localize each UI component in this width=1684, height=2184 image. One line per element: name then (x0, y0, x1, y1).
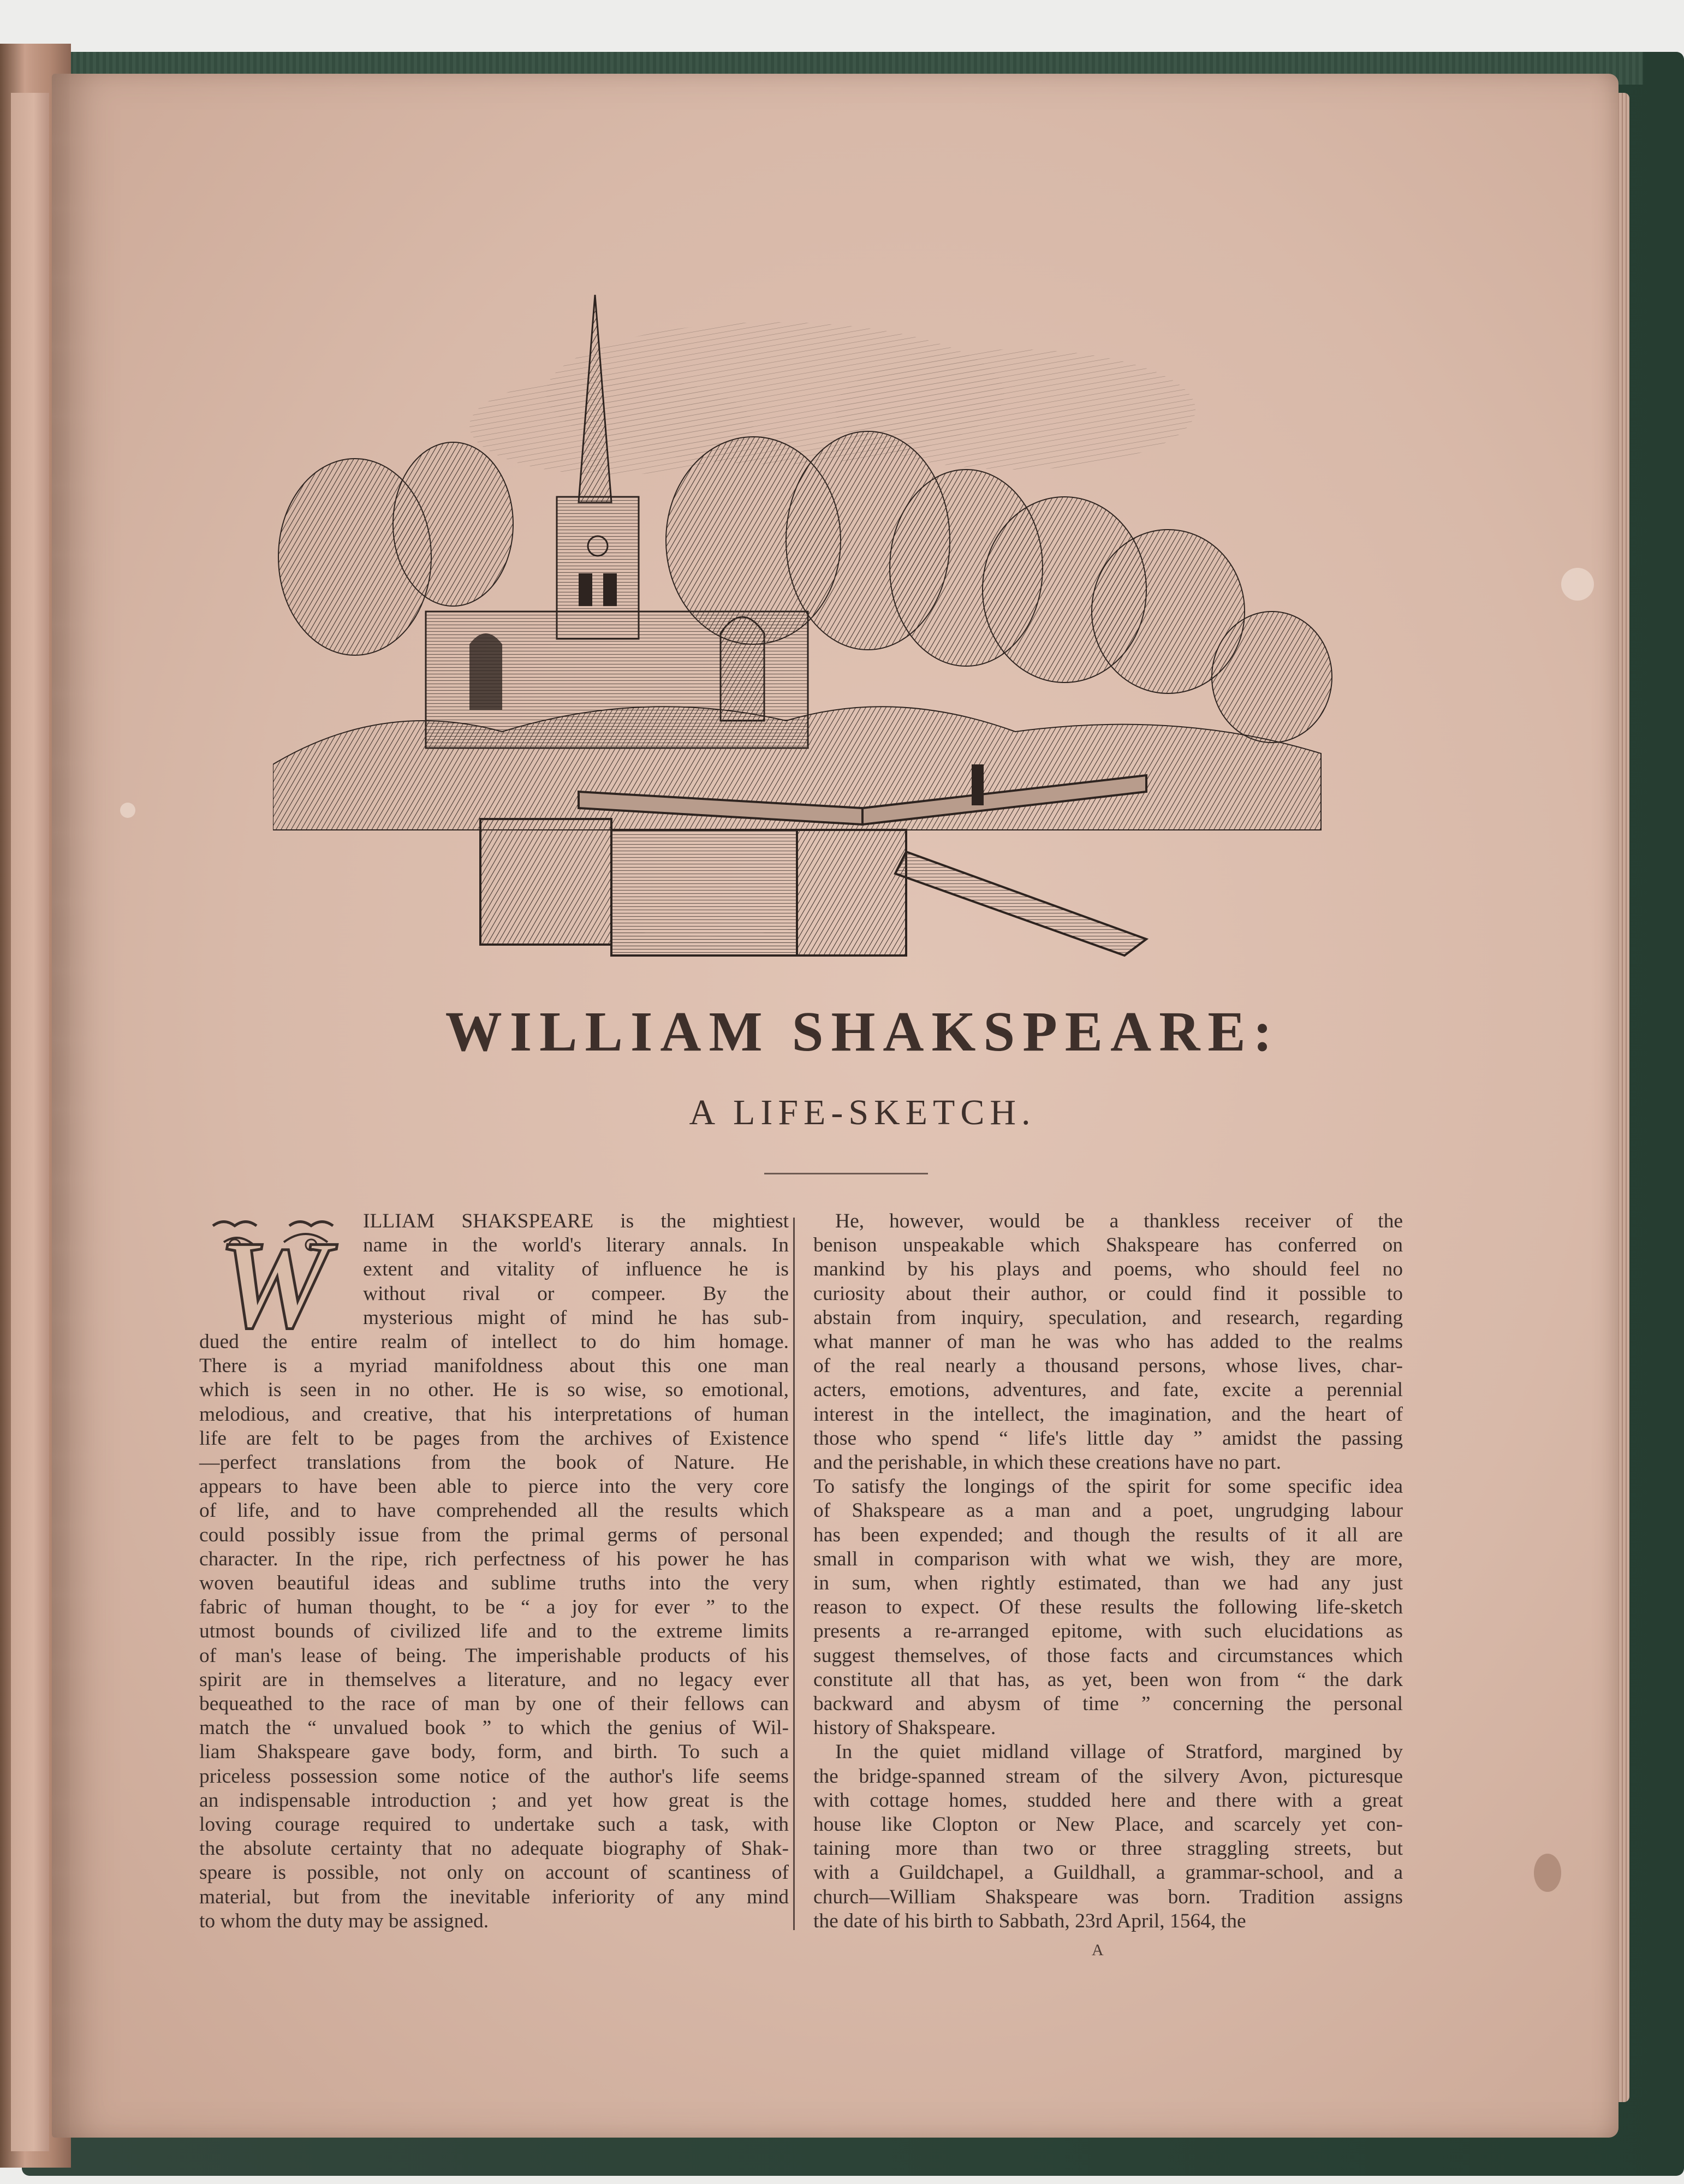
text-line: what manner of man he was who has added to the realms (813, 1331, 1403, 1354)
text-line: of life, and to have comprehended all the results which (199, 1499, 789, 1522)
text-line: liam Shakspeare gave body, form, and birth. To such a (199, 1741, 789, 1764)
text-line: benison unspeakable which Shakspeare has conferred on (813, 1234, 1403, 1257)
left-column (199, 1209, 789, 1933)
text-line: acters, emotions, adventures, and fate, excite a perennial (813, 1379, 1403, 1402)
text-line: mysterious might of mind he has sub- (363, 1306, 789, 1329)
article-title: WILLIAM SHAKSPEARE: (445, 1000, 1280, 1063)
text-line: and the perishable, in which these creations have no part. (813, 1451, 1281, 1474)
text-line: reason to expect. Of these results the following life-sketch (813, 1596, 1403, 1619)
text-line: spirit are in themselves a literature, and no legacy ever (199, 1668, 789, 1691)
text-line: those who spend “ life's little day ” amidst the passing (813, 1427, 1403, 1450)
heading-rule (764, 1173, 928, 1174)
text-line: mankind by his plays and poems, who should feel no (813, 1258, 1403, 1281)
column-divider (793, 1218, 795, 1930)
signature-mark: A (1092, 1941, 1104, 1959)
right-column (813, 1209, 1403, 1933)
text-line: priceless possession some notice of the author's life seems (199, 1765, 789, 1788)
text-line: melodious, and creative, that his interpretations of human (199, 1403, 789, 1426)
text-line: history of Shakspeare. (813, 1717, 996, 1740)
foxing-spot (1561, 568, 1594, 601)
text-line: the absolute certainty that no adequate biography of Shak- (199, 1837, 789, 1860)
text-line: suggest themselves, of those facts and circumstances which (813, 1644, 1403, 1667)
dropcap-letter: W (218, 1215, 330, 1346)
text-line: ILLIAM SHAKSPEARE is the mightiest (363, 1210, 789, 1232)
text-line: of the real nearly a thousand persons, whose lives, char- (813, 1355, 1403, 1378)
text-line: To satisfy the longings of the spirit for some specific idea (813, 1475, 1403, 1498)
text-line: of man's lease of being. The imperishable products of his (199, 1644, 789, 1667)
text-line: an indispensable introduction ; and yet how great is the (199, 1789, 789, 1812)
text-line: utmost bounds of civilized life and to the extreme limits (199, 1620, 789, 1643)
text-line: taining more than two or three straggling streets, but (813, 1837, 1403, 1860)
figure-on-lock (972, 764, 984, 805)
text-line: —perfect translations from the book of Nature. He (199, 1451, 789, 1474)
text-line: In the quiet midland village of Stratford, margined by (835, 1741, 1403, 1764)
article-subtitle: A LIFE-SKETCH. (689, 1093, 1036, 1132)
text-line: which is seen in no other. He is so wise, so emotional, (199, 1379, 789, 1402)
text-line: abstain from inquiry, speculation, and research, regarding (813, 1306, 1403, 1329)
text-line: interest in the intellect, the imagination, and the heart of (813, 1403, 1403, 1426)
text-line: the bridge-spanned stream of the silvery Avon, picturesque (813, 1765, 1403, 1788)
text-line: could possibly issue from the primal germs of personal (199, 1523, 789, 1546)
text-line: the date of his birth to Sabbath, 23rd April, 1564, the (813, 1909, 1246, 1932)
text-line: in sum, when rightly estimated, than we had any just (813, 1572, 1403, 1595)
text-line: curiosity about their author, or could find it possible to (813, 1282, 1403, 1305)
text-line: name in the world's literary annals. In (363, 1234, 789, 1257)
text-line: material, but from the inevitable inferiority of any mind (199, 1885, 789, 1908)
text-line: He, however, would be a thankless receiver of the (835, 1210, 1403, 1232)
text-line: constitute all that has, as yet, been won from “ the dark (813, 1668, 1403, 1691)
text-line: backward and abysm of time ” concerning the personal (813, 1693, 1403, 1716)
text-line: speare is possible, not only on account of scantiness of (199, 1861, 789, 1884)
foxing-spot (120, 803, 135, 818)
text-line: church—William Shakspeare was born. Tradition assigns (813, 1885, 1403, 1908)
text-line: bequeathed to the race of man by one of their fellows can (199, 1693, 789, 1716)
text-line: with cottage homes, studded here and there with a great (813, 1789, 1403, 1812)
text-line: match the “ unvalued book ” to which the genius of Wil- (199, 1717, 789, 1740)
left-page-edge (11, 93, 49, 2151)
text-line: extent and vitality of influence he is (363, 1258, 789, 1281)
text-line: loving courage required to undertake such a task, with (199, 1813, 789, 1836)
text-line: woven beautiful ideas and sublime truths into the very (199, 1572, 789, 1595)
text-line: of Shakspeare as a man and a poet, ungrudging labour (813, 1499, 1403, 1522)
text-line: with a Guildchapel, a Guildhall, a grammar-school, and a (813, 1861, 1403, 1884)
text-line: dued the entire realm of intellect to do him homage. (199, 1331, 789, 1354)
text-line: small in comparison with what we wish, they are more, (813, 1547, 1403, 1570)
text-line: presents a re-arranged epitome, with such elucidations as (813, 1620, 1403, 1643)
text-line: house like Clopton or New Place, and scarcely yet con- (813, 1813, 1403, 1836)
text-line: character. In the ripe, rich perfectness of his power he has (199, 1547, 789, 1570)
text-line: has been expended; and though the results of it all are (813, 1523, 1403, 1546)
foxing-spot (1534, 1854, 1561, 1892)
text-line: to whom the duty may be assigned. (199, 1909, 489, 1932)
text-line: There is a myriad manifoldness about this one man (199, 1355, 789, 1378)
church-engraving (273, 284, 1343, 972)
text-line: fabric of human thought, to be “ a joy for ever ” to the (199, 1596, 789, 1619)
text-line: life are felt to be pages from the archives of Existence (199, 1427, 789, 1450)
text-line: without rival or compeer. By the (363, 1282, 789, 1305)
text-line: appears to have been able to pierce into the very core (199, 1475, 789, 1498)
